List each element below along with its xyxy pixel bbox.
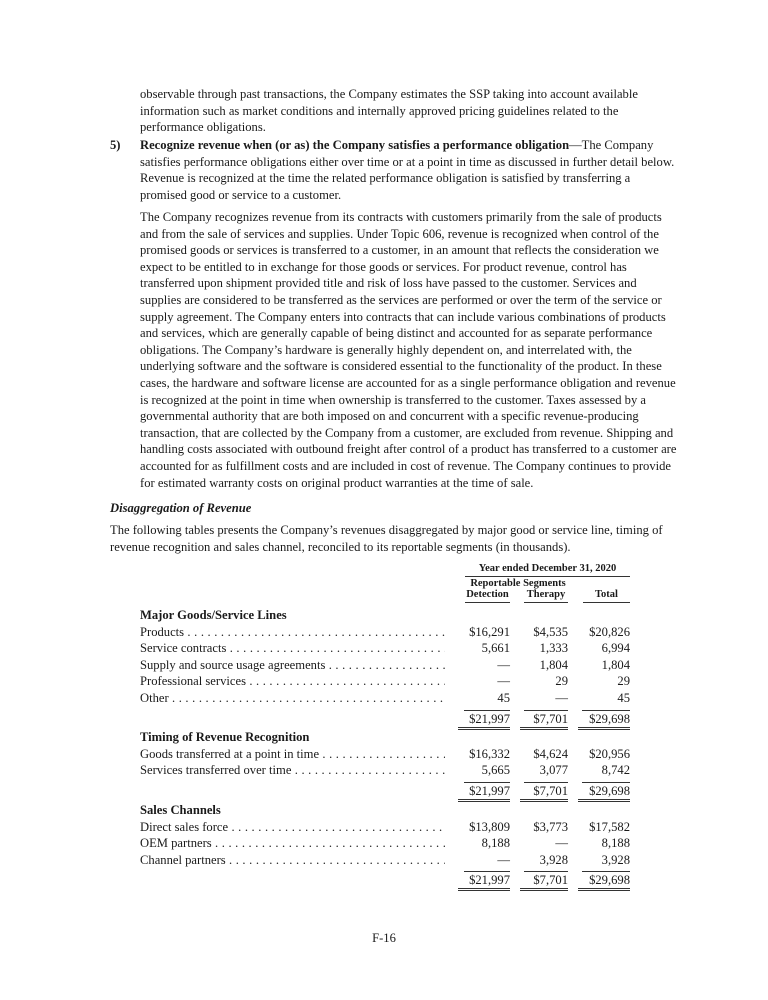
total-detection: $21,997 (458, 784, 510, 802)
list-item-5 (110, 137, 680, 203)
total-total: $29,698 (578, 873, 630, 891)
table-total-row (140, 782, 630, 801)
cell-therapy: 1,804 (539, 657, 568, 672)
table-group-goods-service-lines (140, 607, 630, 729)
subtotal-rule (464, 782, 510, 783)
table-row (140, 762, 630, 779)
row-label: Products . . . (140, 624, 445, 641)
subtotal-rule (582, 710, 630, 711)
cell-detection: — (497, 852, 510, 867)
cell-therapy: 1,333 (539, 641, 568, 656)
group-title: Major Goods/Service Lines (140, 608, 287, 622)
table-row (140, 835, 630, 852)
cell-total: 3,928 (601, 852, 630, 867)
period-header: Year ended December 31, 2020 (465, 562, 630, 577)
row-label: Professional services . . . (140, 673, 445, 690)
cell-therapy: 3,077 (539, 763, 568, 778)
cell-total: 8,188 (601, 836, 630, 851)
group-title: Timing of Revenue Recognition (140, 730, 310, 744)
list-item-number: 5) (110, 138, 121, 152)
total-detection: $21,997 (458, 712, 510, 730)
cell-total: 1,804 (601, 657, 630, 672)
cell-detection: 5,661 (481, 641, 510, 656)
subtotal-rule (464, 710, 510, 711)
cell-therapy: 29 (555, 674, 568, 689)
table-row (140, 852, 630, 869)
table-total-row (140, 710, 630, 729)
cell-therapy: $4,535 (533, 624, 568, 639)
column-header-therapy: Therapy (524, 589, 568, 603)
total-therapy: $7,701 (520, 712, 568, 730)
cell-total: 45 (617, 690, 630, 705)
table-row (140, 690, 630, 707)
row-label: Service contracts . . . (140, 640, 445, 657)
cell-total: 6,994 (601, 641, 630, 656)
table-row (140, 673, 630, 690)
list-item-text: —The Company satisfies performance obligations either over time or at a point in time as discussed in further detail below. Revenue is recognized at the time the related performance obligation is satisfied by transferring a promised good or service to a customer. (140, 138, 675, 202)
subtotal-rule (524, 710, 568, 711)
cell-therapy: $3,773 (533, 819, 568, 834)
section-intro: The following tables presents the Company’s revenues disaggregated by major good or service line, timing of revenue recognition and sales channel, reconciled to its reportable segments (in thousands). (110, 523, 663, 554)
column-header-total: Total (583, 589, 630, 603)
cell-therapy: — (555, 690, 568, 705)
row-label: Supply and source usage agreements . . . (140, 657, 445, 674)
row-label: Goods transferred at a point in time . . . (140, 746, 445, 763)
cell-therapy: $4,624 (533, 746, 568, 761)
cell-total: $20,956 (589, 746, 630, 761)
paragraph-ssp-continuation: observable through past transactions, the Company estimates the SSP taking into account available information such as market conditions and internally approved pricing guidelines related to the performance obligations. (140, 87, 638, 135)
cell-total: 29 (617, 674, 630, 689)
table-row (140, 624, 630, 641)
cell-total: 8,742 (601, 763, 630, 778)
list-item-heading: Recognize revenue when (or as) the Company satisfies a performance obligation (140, 138, 570, 152)
paragraph-revenue-recognition: The Company recognizes revenue from its contracts with customers primarily from the sale of products and from the sale of services and supplies. Under Topic 606, revenue is recognized when control of the promised goods or services is transferred to a customer, in an amount that reflects the consideration we expect to be entitled to in exchange for those goods or services. For product revenue, control has transferred upon shipment provided title and risk of loss have passed to the customer. Services and supplies are considered to be transferred as the services are performed or over the term of the service or supply agreement. The Company enters into contracts that can include various combinations of products and services, which are generally capable of being distinct and accounted for as separate performance obligations. The Company’s hardware is generally highly dependent on, and interrelated with, the underlying software and the software is considered essential to the functionality of the product. In these cases, the hardware and software license are accounted for as a single performance obligation and revenue is recognized at the point in time when ownership is transferred to the customer. Taxes assessed by a governmental authority that are both imposed on and concurrent with a specific revenue-producing transaction, that are collected by the Company from a customer, are excluded from revenue. Shipping and handling costs associated with outbound freight after control of a product has transferred to a customer are accounted for as fulfillment costs and are included in cost of revenue. The Company continues to provide for estimated warranty costs on original product warranties at the time of sale. (140, 210, 677, 490)
cell-detection: 8,188 (481, 836, 510, 851)
cell-therapy: — (555, 836, 568, 851)
group-title: Sales Channels (140, 803, 221, 817)
page-number: F-16 (372, 931, 396, 945)
subtotal-rule (524, 782, 568, 783)
table-row (140, 819, 630, 836)
subtotal-rule (524, 871, 568, 872)
total-total: $29,698 (578, 712, 630, 730)
cell-total: $20,826 (589, 624, 630, 639)
row-label: Channel partners . . . (140, 852, 445, 869)
cell-total: $17,582 (589, 819, 630, 834)
cell-detection: — (497, 657, 510, 672)
cell-detection: 5,665 (481, 763, 510, 778)
column-header-detection: Detection (465, 589, 510, 603)
cell-detection: — (497, 674, 510, 689)
segment-header: Reportable Segments (470, 578, 566, 589)
subtotal-rule (582, 782, 630, 783)
table-row (140, 640, 630, 657)
subtotal-rule (582, 871, 630, 872)
table-row (140, 746, 630, 763)
row-label: Other . . . (140, 690, 445, 707)
total-total: $29,698 (578, 784, 630, 802)
total-detection: $21,997 (458, 873, 510, 891)
cell-detection: $13,809 (469, 819, 510, 834)
cell-detection: $16,291 (469, 624, 510, 639)
total-therapy: $7,701 (520, 873, 568, 891)
row-label: OEM partners . . . (140, 835, 445, 852)
total-therapy: $7,701 (520, 784, 568, 802)
section-title: Disaggregation of Revenue (110, 501, 252, 515)
subtotal-rule (464, 871, 510, 872)
table-group-sales-channels (140, 802, 630, 890)
table-total-row (140, 871, 630, 890)
table-group-timing (140, 729, 630, 801)
row-label: Services transferred over time . . . (140, 762, 445, 779)
cell-detection: $16,332 (469, 746, 510, 761)
cell-therapy: 3,928 (539, 852, 568, 867)
cell-detection: 45 (497, 690, 510, 705)
row-label: Direct sales force . . . (140, 819, 445, 836)
table-row (140, 657, 630, 674)
list-item-body (140, 137, 680, 203)
